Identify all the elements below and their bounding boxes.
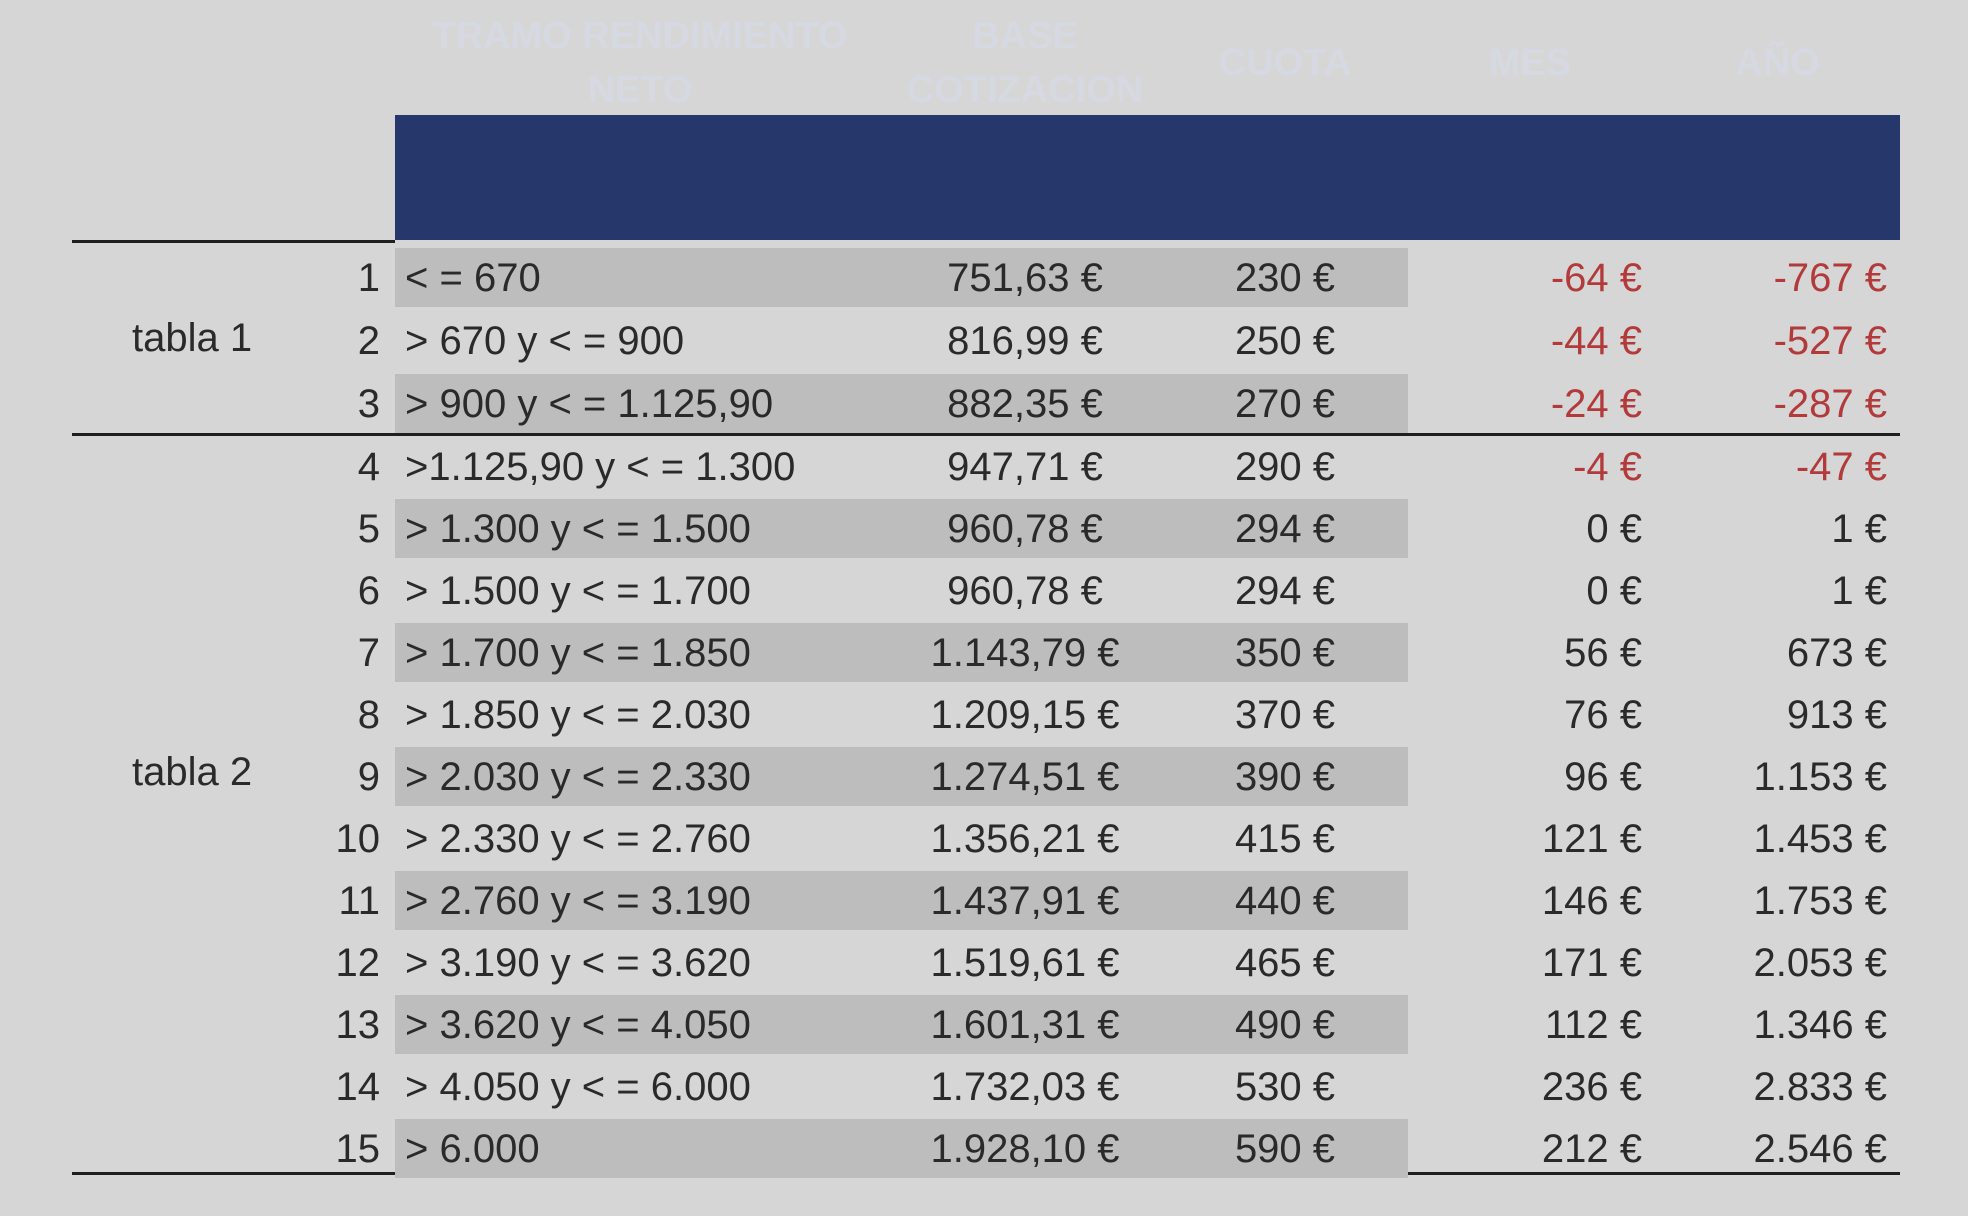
cell-cuota: 440 € [1234,878,1336,923]
cell-cuota: 390 € [1234,754,1336,799]
cell-ano: 2.833 € [1753,1064,1887,1109]
cell-mes: 236 € [1541,1064,1642,1109]
cell-tramo: > 2.330 y < = 2.760 [405,816,751,861]
cell-ano: 1 € [1831,568,1887,613]
cell-cuota: 290 € [1234,444,1336,489]
cell-base: 1.356,21 € [930,816,1120,861]
cell-mes: 56 € [1564,630,1642,675]
cell-mes: 121 € [1541,816,1642,861]
cell-mes: -44 € [1550,318,1642,363]
cell-cuota: 370 € [1234,692,1336,737]
cell-tramo: > 2.760 y < = 3.190 [405,878,751,923]
cell-tramo: > 1.850 y < = 2.030 [405,692,751,737]
cell-tramo: >1.125,90 y < = 1.300 [405,444,796,489]
cell-base: 816,99 € [947,318,1103,363]
header-tramo: TRAMO RENDIMIENTO NETO [432,14,848,111]
row-number: 12 [335,940,380,985]
cell-mes: 212 € [1541,1126,1642,1171]
cell-mes: 0 € [1586,506,1642,551]
cell-base: 1.437,91 € [930,878,1120,923]
cell-cuota: 250 € [1234,318,1336,363]
row-number: 14 [335,1064,380,1109]
cell-tramo: > 900 y < = 1.125,90 [405,381,774,426]
cell-base: 1.143,79 € [930,630,1120,675]
cell-tramo: > 670 y < = 900 [405,318,685,363]
cell-mes: 112 € [1544,1002,1642,1047]
group-label-tabla-2: tabla 2 [132,750,253,794]
cell-mes: 171 € [1541,940,1642,985]
cell-tramo: > 1.700 y < = 1.850 [405,630,751,675]
cell-base: 947,71 € [947,444,1103,489]
table-header [395,115,1900,240]
cell-mes: -24 € [1550,381,1642,426]
cell-cuota: 465 € [1234,940,1336,985]
cell-ano: 1.753 € [1753,878,1887,923]
cell-cuota: 530 € [1234,1064,1336,1109]
row-number: 11 [338,878,380,923]
group-label-tabla-1: tabla 1 [132,316,253,360]
header-mes: MES [1488,41,1572,84]
header-ano: AÑO [1735,41,1820,84]
cell-cuota: 294 € [1234,568,1336,613]
cell-tramo: > 6.000 [405,1126,540,1171]
header-base: BASE COTIZACION [906,14,1144,111]
cell-tramo: > 2.030 y < = 2.330 [405,754,751,799]
cell-mes: 146 € [1541,878,1642,923]
cell-cuota: 350 € [1234,630,1336,675]
cell-ano: 673 € [1786,630,1887,675]
cell-base: 1.209,15 € [930,692,1120,737]
cell-base: 960,78 € [947,568,1103,613]
row-number: 7 [357,630,380,675]
cell-tramo: > 3.190 y < = 3.620 [405,940,751,985]
header-underline [72,240,395,243]
cell-tramo: > 3.620 y < = 4.050 [405,1002,751,1047]
row-number: 1 [357,255,380,300]
row-number: 10 [335,816,380,861]
cell-mes: 96 € [1564,754,1642,799]
row-number: 9 [357,754,380,799]
cell-ano: 1.346 € [1753,1002,1887,1047]
cell-ano: 2.546 € [1753,1126,1887,1171]
cell-base: 1.601,31 € [930,1002,1120,1047]
cell-ano: 1.453 € [1753,816,1887,861]
cell-ano: -287 € [1773,381,1887,426]
cell-base: 1.732,03 € [930,1064,1120,1109]
cell-ano: 1 € [1831,506,1887,551]
cell-base: 751,63 € [947,255,1103,300]
row-number: 15 [335,1126,380,1171]
cell-base: 960,78 € [947,506,1103,551]
cell-mes: -64 € [1550,255,1642,300]
cell-tramo: < = 670 [405,255,541,300]
cell-ano: -767 € [1773,255,1887,300]
header-cuota: CUOTA [1218,41,1352,84]
cell-mes: 76 € [1564,692,1642,737]
cell-cuota: 415 € [1234,816,1336,861]
cell-mes: 0 € [1586,568,1642,613]
cell-base: 882,35 € [947,381,1103,426]
cell-tramo: > 4.050 y < = 6.000 [405,1064,751,1109]
row-number: 13 [335,1002,380,1047]
row-number: 3 [357,381,380,426]
row-number: 4 [357,444,380,489]
cell-cuota: 230 € [1234,255,1336,300]
cell-base: 1.274,51 € [930,754,1120,799]
row-number: 2 [357,318,380,363]
row-number: 6 [357,568,380,613]
cell-ano: 913 € [1786,692,1887,737]
cell-tramo: > 1.500 y < = 1.700 [405,568,751,613]
cell-cuota: 590 € [1234,1126,1336,1171]
cell-ano: -527 € [1773,318,1887,363]
cell-ano: 2.053 € [1753,940,1887,985]
cell-cuota: 294 € [1234,506,1336,551]
cell-ano: -47 € [1795,444,1887,489]
cell-tramo: > 1.300 y < = 1.500 [405,506,751,551]
cell-base: 1.519,61 € [930,940,1120,985]
row-number: 5 [357,506,380,551]
cell-mes: -4 € [1573,444,1642,489]
cell-cuota: 490 € [1234,1002,1336,1047]
cell-base: 1.928,10 € [930,1126,1120,1171]
cell-cuota: 270 € [1234,381,1336,426]
row-number: 8 [357,692,380,737]
cell-ano: 1.153 € [1753,754,1887,799]
